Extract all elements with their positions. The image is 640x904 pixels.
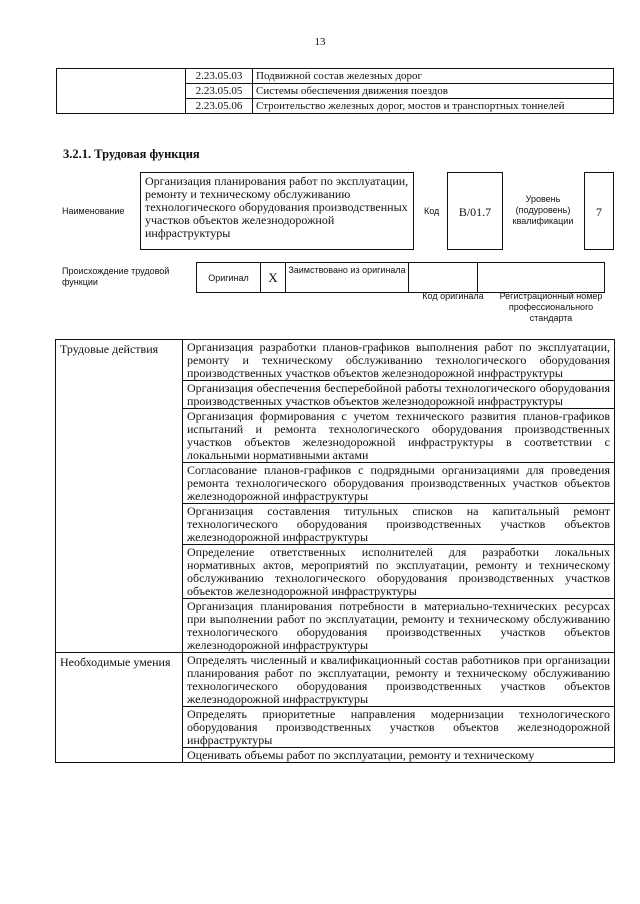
labor-action-item: Организация планирования потребности в материально-технических ресурсах при выполнении работ по эксплуатации, ремонту и техническому обслуживанию технологического оборудования производственных участков объектов железнодорожной инфраструктуры — [183, 599, 615, 653]
table-row — [57, 69, 614, 84]
page-number: 13 — [314, 36, 326, 48]
labor-action-item: Согласование планов-графиков с подрядными организациями для проведения ремонта технологического оборудования производственных участков объектов железнодорожной инфраструктуры — [183, 463, 615, 504]
borrowed-label: Заимствовано из оригинала — [286, 263, 409, 293]
origin-label: Происхождение трудовой функции — [62, 266, 170, 287]
original-code-label: Код оригинала — [422, 291, 484, 301]
labor-action-item: Организация формирования с учетом технического развития планов-графиков испытаний и ремонта технологического оборудования производственных участков объектов железнодорожной инфраструктуры в соответствии с локальными нормативными актами — [183, 409, 615, 463]
function-code-box: B/01.7 — [447, 172, 503, 250]
okso-code: 2.23.05.03 — [186, 69, 253, 84]
original-code-cell — [409, 263, 478, 293]
okso-name: Строительство железных дорог, мостов и транспортных тоннелей — [253, 99, 614, 114]
table-row — [56, 653, 615, 707]
labor-action-item: Организация обеспечения бесперебойной работы технологического оборудования производственных участков объектов железнодорожной инфраструктуры — [183, 381, 615, 409]
okso-code: 2.23.05.06 — [186, 99, 253, 114]
labor-actions-label: Трудовые действия — [56, 340, 183, 653]
origin-table — [196, 262, 605, 293]
okso-code: 2.23.05.05 — [186, 84, 253, 99]
reg-number-cell — [478, 263, 605, 293]
skill-item: Оценивать объемы работ по эксплуатации, ремонту и техническому — [183, 748, 615, 763]
labor-action-item: Определение ответственных исполнителей для разработки локальных нормативных актов, мероприятий по эксплуатации, ремонту и техническому обслуживанию технологического оборудования производственных участков объектов железнодорожной инфраструктуры — [183, 545, 615, 599]
table-row — [56, 340, 615, 381]
section-heading: 3.2.1. Трудовая функция — [63, 147, 200, 161]
skills-label: Необходимые умения — [56, 653, 183, 763]
labor-action-item: Организация составления титульных списков на капитальный ремонт технологического оборудования производственных участков объектов железнодорожной инфраструктуры — [183, 504, 615, 545]
skill-item: Определять численный и квалификационный состав работников при организации планирования работ по эксплуатации, ремонту и техническому обслуживанию технологического оборудования производственных участков объектов железнодорожной инфраструктуры — [183, 653, 615, 707]
reg-number-label: Регистрационный номер профессионального стандарта — [499, 291, 603, 323]
level-label: Уровень (подуровень) квалификации — [512, 194, 574, 226]
level-box: 7 — [584, 172, 614, 250]
code-label: Код — [424, 206, 440, 216]
blank-cell — [57, 69, 186, 114]
original-mark: X — [261, 263, 286, 293]
okso-name: Системы обеспечения движения поездов — [253, 84, 614, 99]
function-details-table — [55, 339, 615, 763]
function-name-box: Организация планирования работ по эксплуатации, ремонту и техническому обслуживанию технологического оборудования производственных участков объектов железнодорожной инфраструктуры — [140, 172, 414, 250]
labor-action-item: Организация разработки планов-графиков выполнения работ по эксплуатации, ремонту и техническому обслуживанию технологического оборудования производственных участков объектов железнодорожной инфраструктуры — [183, 340, 615, 381]
original-label: Оригинал — [197, 263, 261, 293]
name-label: Наименование — [62, 206, 125, 216]
table-row — [197, 263, 605, 293]
okso-name: Подвижной состав железных дорог — [253, 69, 614, 84]
skill-item: Определять приоритетные направления модернизации технологического оборудования производственных участков объектов железнодорожной инфраструктуры — [183, 707, 615, 748]
okso-table — [56, 68, 614, 114]
